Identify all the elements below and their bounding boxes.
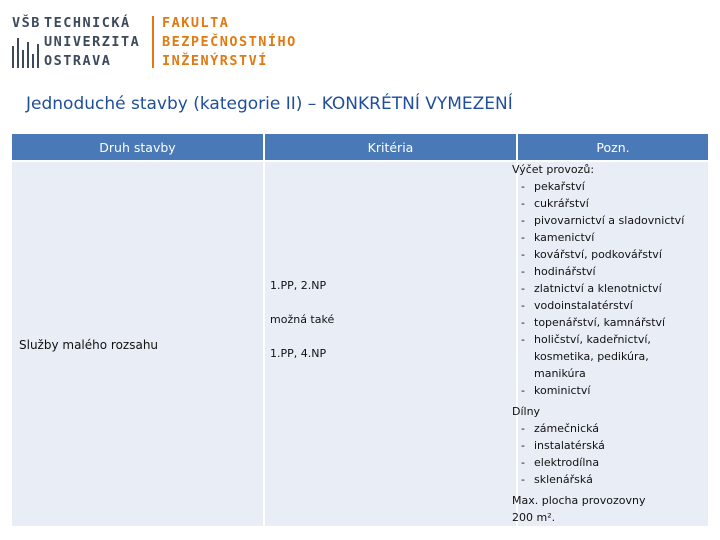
plocha-line-1: Max. plocha provozovny — [512, 494, 646, 507]
slide-title: Jednoduché stavby (kategorie II) – KONKRÉTNÍ VYMEZENÍ — [26, 94, 513, 114]
list-item: - topenářství, kamnářství — [521, 316, 666, 329]
cell-kriteria — [265, 162, 516, 526]
logo-fakulta: FAKULTA — [162, 15, 230, 31]
list-item: - zlatnictví a klenotnictví — [521, 282, 662, 295]
pozn-notes — [512, 161, 684, 526]
logo-bezpecnostniho: BEZPEČNOSTNÍHO — [162, 34, 297, 50]
logo-bars-icon — [12, 34, 48, 68]
header-druh-stavby: Druh stavby — [12, 134, 263, 160]
logo-inzenyrstvi: INŽENÝRSTVÍ — [162, 53, 268, 69]
list-item: - kominictví — [521, 384, 591, 397]
plocha-line-2: 200 m². — [512, 511, 556, 524]
logo-vsb: VŠB — [12, 15, 41, 31]
list-item: - instalatérská — [521, 439, 605, 452]
faculty-logo-text — [162, 14, 297, 71]
list-item: - kamenictví — [521, 231, 595, 244]
list-item: - elektrodílna — [521, 456, 600, 469]
logo-ostrava: OSTRAVA — [44, 53, 112, 69]
list-item: - sklenářská — [521, 473, 593, 486]
logo-divider — [152, 16, 154, 68]
list-item: - holičství, kadeřnictví, — [521, 333, 651, 346]
logo-technicka: TECHNICKÁ — [44, 15, 131, 31]
header-kriteria: Kritéria — [265, 134, 516, 160]
kriteria-floor-2: 1.PP, 4.NP — [270, 347, 327, 360]
vycet-label: Výčet provozů: — [512, 163, 595, 176]
kriteria-floor-1: 1.PP, 2.NP — [270, 279, 327, 292]
list-item: - hodinářství — [521, 265, 596, 278]
list-item: - kovářství, podkovářství — [521, 248, 662, 261]
druh-stavby-value: Služby malého rozsahu — [19, 338, 159, 352]
list-item-continuation: kosmetika, pedikúra, — [534, 350, 649, 363]
list-item: - pivovarnictví a sladovnictví — [521, 214, 685, 227]
list-item: - vodoinstalatérství — [521, 299, 633, 312]
header-pozn: Pozn. — [518, 134, 708, 160]
list-item: - pekařství — [521, 180, 585, 193]
list-item-continuation: manikúra — [534, 367, 586, 380]
kriteria-alt-label: možná také — [270, 313, 335, 326]
dilny-label: Dílny — [512, 405, 541, 418]
logo-univerzita: UNIVERZITA — [44, 34, 141, 50]
list-item: - zámečnická — [521, 422, 600, 435]
list-item: - cukrářství — [521, 197, 589, 210]
